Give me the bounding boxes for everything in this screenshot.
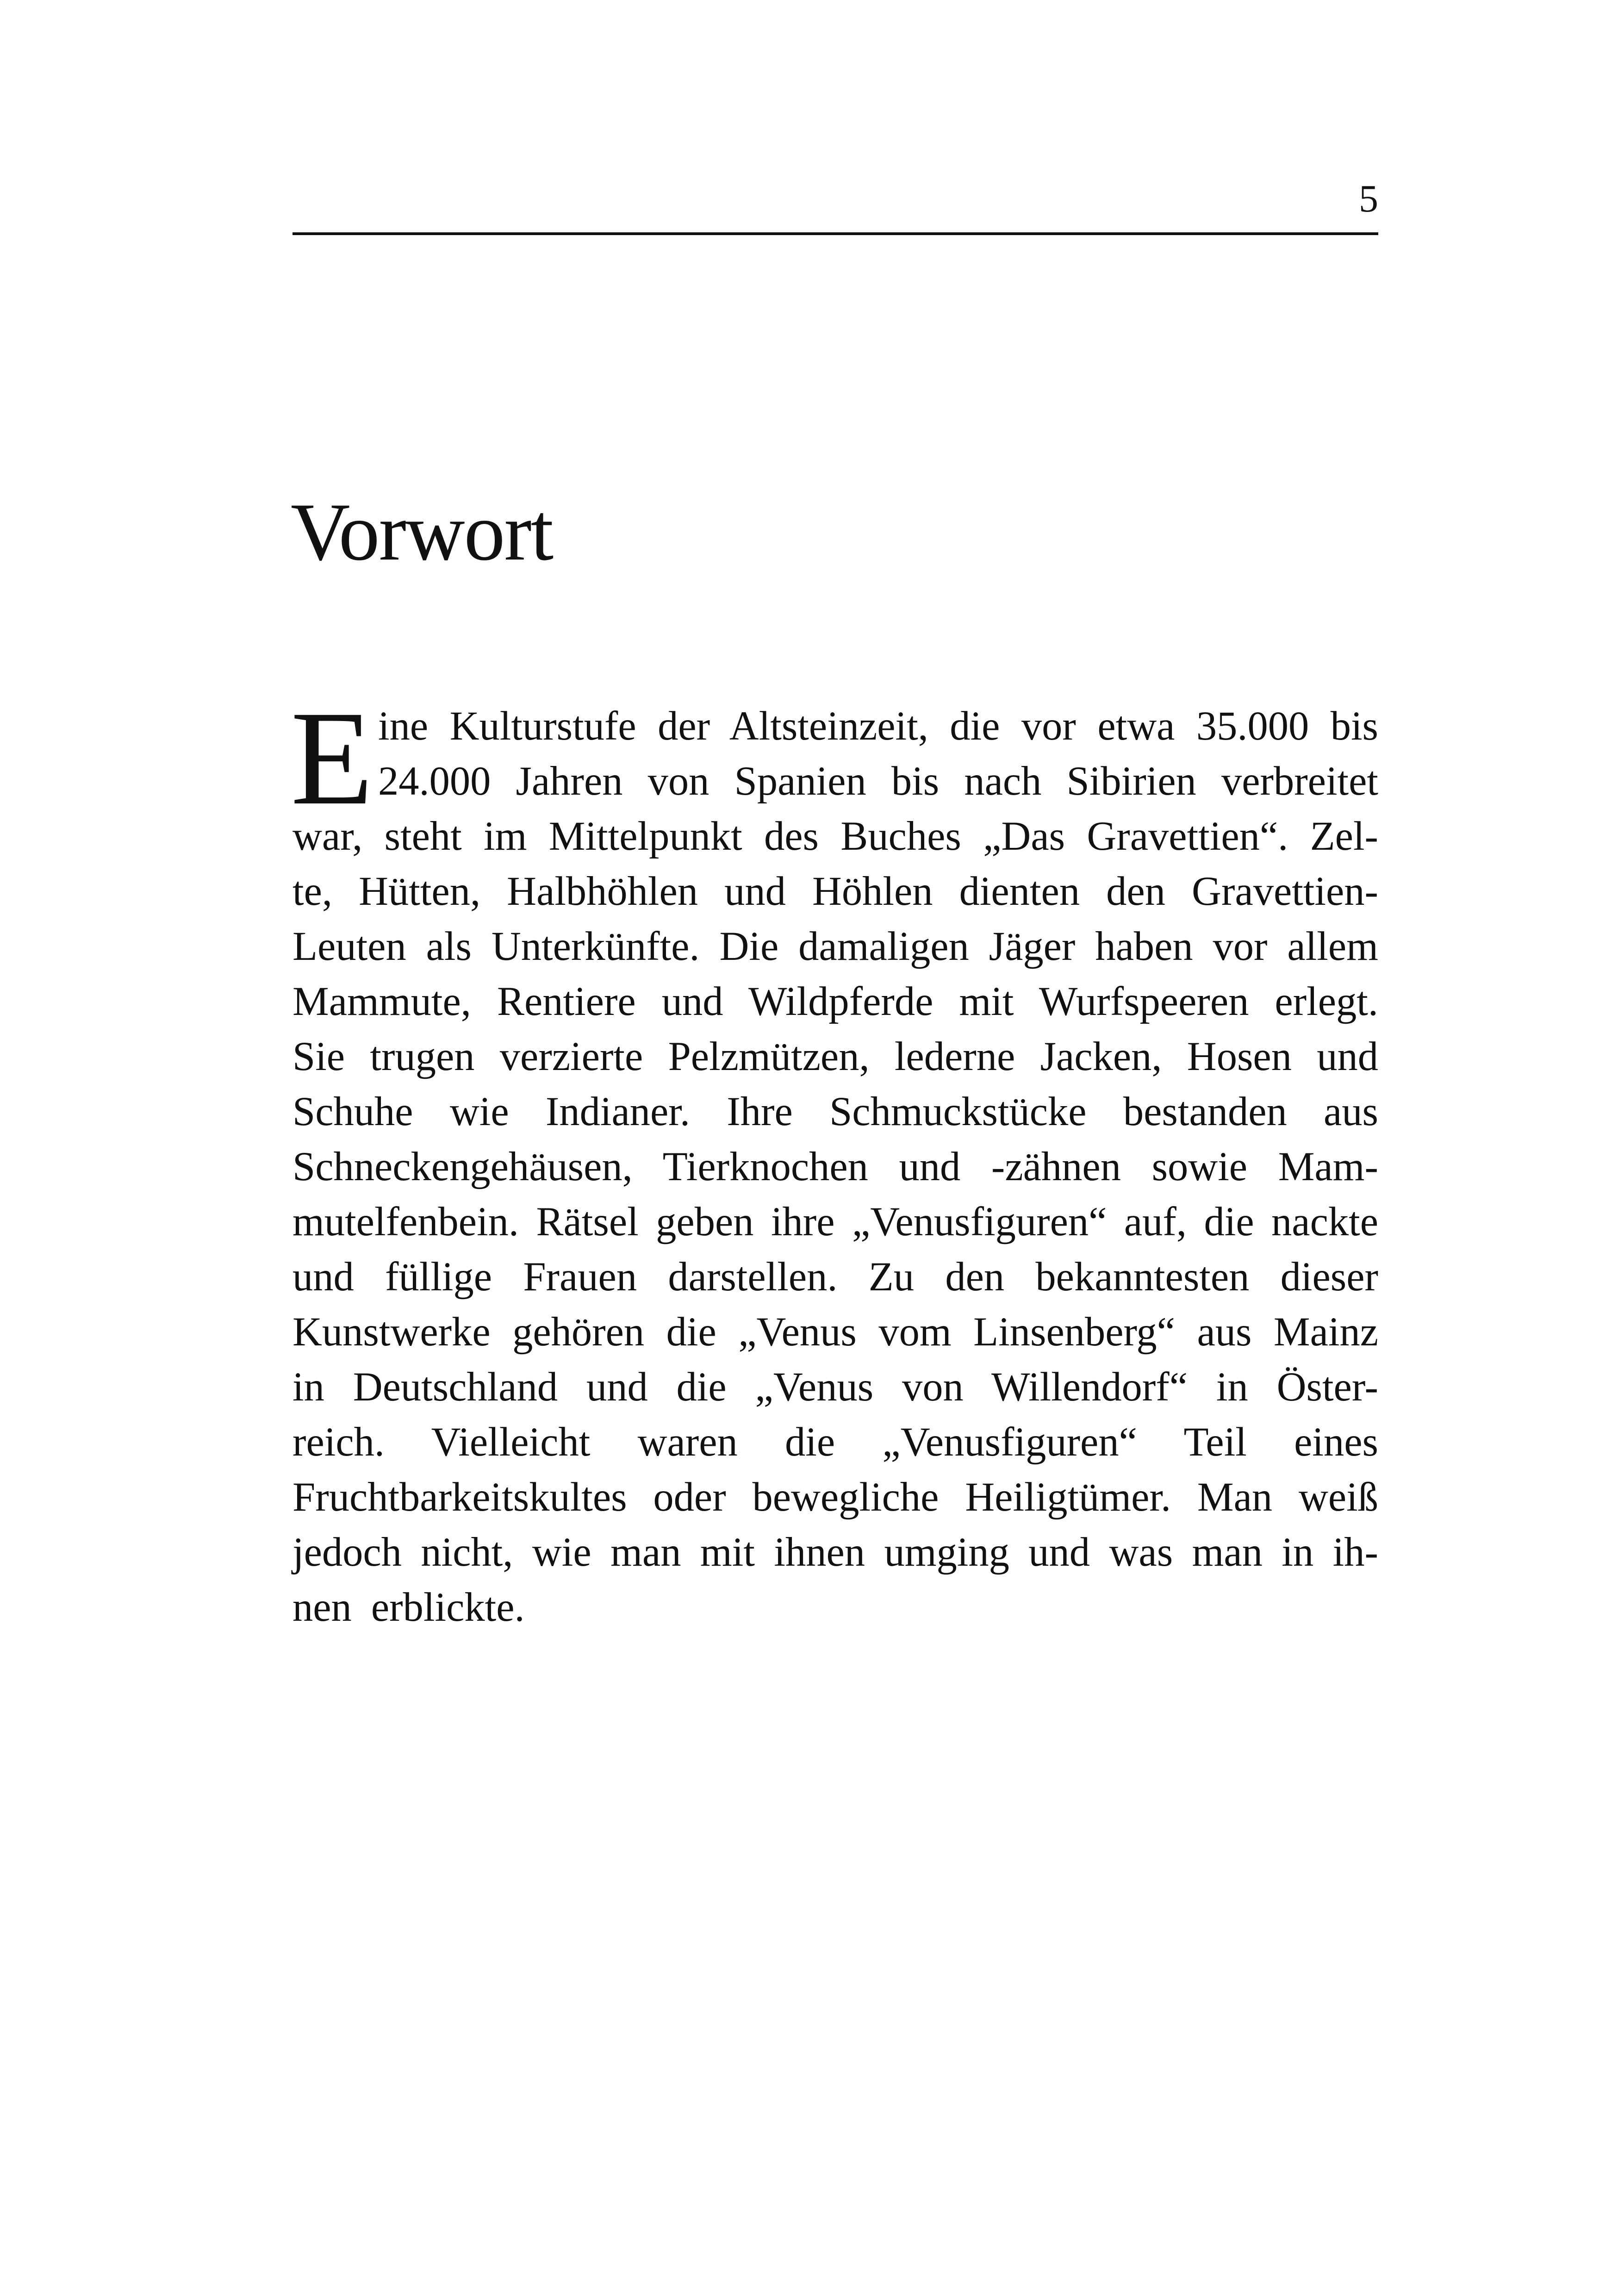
text-line: Sie trugen verzierte Pelzmützen, lederne Jacken, Hosen und — [292, 1034, 1378, 1079]
text-line: Fruchtbarkeitskultes oder bewegliche Heiligtümer. Man weiß — [292, 1475, 1378, 1520]
text-line: in Deutschland und die „Venus von Willendorf“ in Öster- — [292, 1364, 1378, 1410]
text-line: Schneckengehäusen, Tierknochen und -zähnen sowie Mam- — [292, 1144, 1378, 1189]
text-line: nen erblickte. — [292, 1585, 525, 1630]
page-number: 5 — [1359, 177, 1378, 220]
text-line: Leuten als Unterkünfte. Die damaligen Jäger haben vor allem — [292, 924, 1378, 969]
text-line: und füllige Frauen darstellen. Zu den bekanntesten dieser — [292, 1254, 1378, 1300]
text-line: 24.000 Jahren von Spanien bis nach Sibirien verbreitet — [378, 759, 1378, 804]
text-line: te, Hütten, Halbhöhlen und Höhlen dienten den Gravettien- — [292, 869, 1378, 914]
text-line: mutelfenbein. Rätsel geben ihre „Venusfiguren“ auf, die nackte — [292, 1199, 1378, 1244]
text-line: war, steht im Mittelpunkt des Buches „Das Gravettien“. Zel- — [292, 814, 1378, 859]
header-rule — [292, 232, 1378, 235]
text-line: Kunstwerke gehören die „Venus vom Linsenberg“ aus Mainz — [292, 1309, 1378, 1355]
chapter-title: Vorwort — [291, 486, 553, 578]
drop-cap: E — [291, 684, 373, 833]
text-line: Schuhe wie Indianer. Ihre Schmuckstücke bestanden aus — [292, 1089, 1378, 1134]
text-line: reich. Vielleicht waren die „Venusfiguren“ Teil eines — [292, 1419, 1378, 1465]
text-line: ine Kulturstufe der Altsteinzeit, die vor etwa 35.000 bis — [378, 703, 1378, 749]
body-paragraph — [292, 699, 1378, 1635]
text-line: Mammute, Rentiere und Wildpferde mit Wurfspeeren erlegt. — [292, 979, 1378, 1024]
text-line: jedoch nicht, wie man mit ihnen umging und was man in ih- — [292, 1530, 1378, 1575]
